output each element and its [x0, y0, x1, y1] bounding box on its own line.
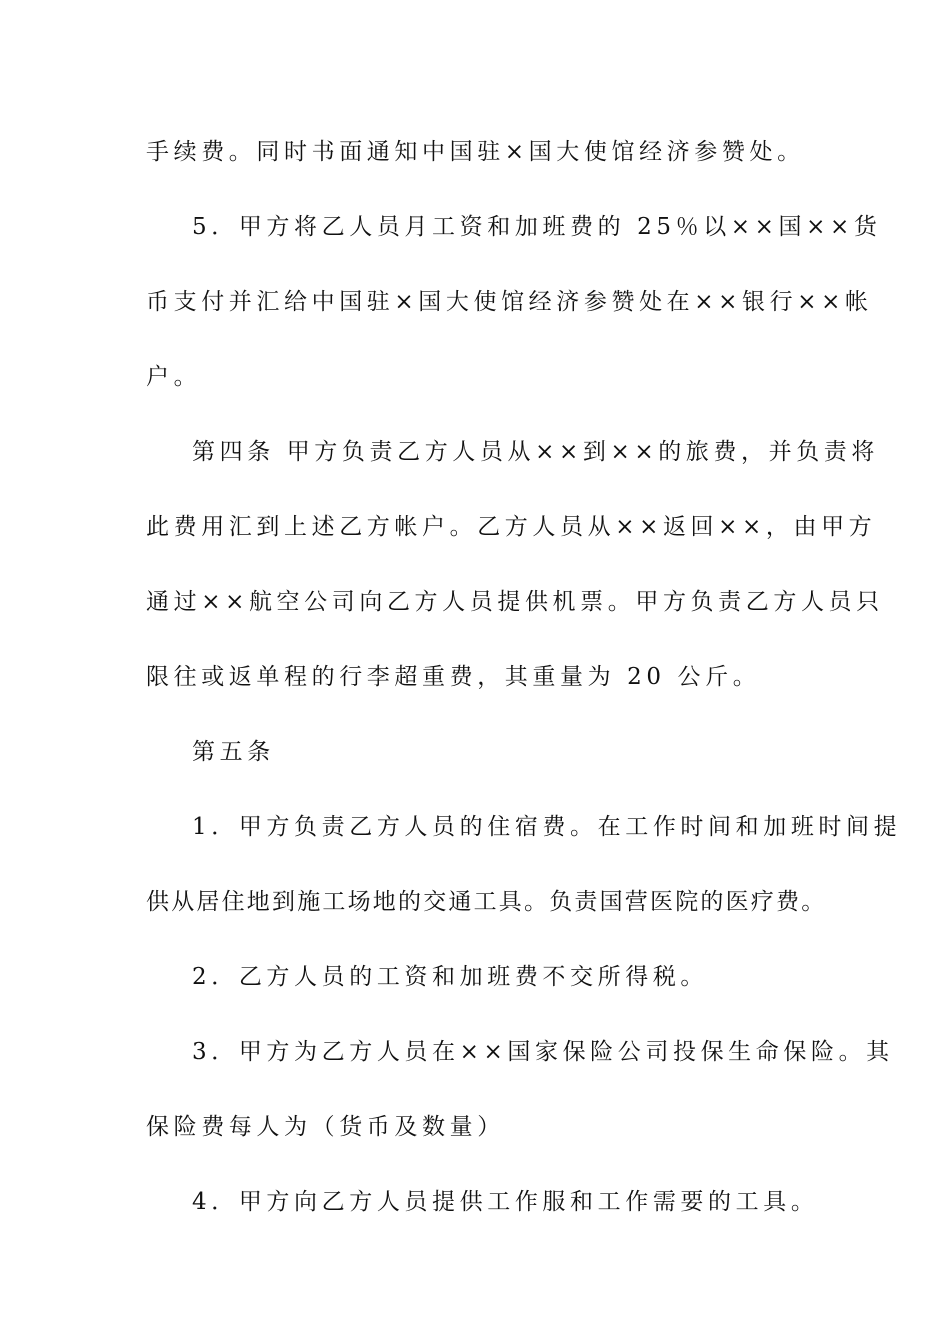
- text-line: 1．甲方负责乙方人员的住宿费。在工作时间和加班时间提: [192, 814, 902, 840]
- text-line: 供从居住地到施工场地的交通工具。负责国营医院的医疗费。: [146, 889, 827, 915]
- text-line: 2．乙方人员的工资和加班费不交所得税。: [192, 964, 709, 990]
- text-line: 手续费。同时书面通知中国驻×国大使馆经济参赞处。: [146, 139, 805, 165]
- text-line: 第四条 甲方负责乙方人员从××到××的旅费，并负责将: [192, 439, 879, 465]
- text-line: 限往或返单程的行李超重费，其重量为 20 公斤。: [146, 664, 761, 690]
- text-line: 户。: [146, 364, 202, 390]
- text-line: 4．甲方向乙方人员提供工作服和工作需要的工具。: [192, 1189, 819, 1215]
- text-line: 币支付并汇给中国驻×国大使馆经济参赞处在××银行××帐: [146, 289, 873, 315]
- text-line: 3．甲方为乙方人员在××国家保险公司投保生命保险。其: [192, 1039, 894, 1065]
- text-line: 5．甲方将乙人员月工资和加班费的 25％以××国××货: [192, 214, 882, 240]
- text-line: 第五条: [192, 739, 275, 765]
- text-line: 此费用汇到上述乙方帐户。乙方人员从××返回××，由甲方: [146, 514, 877, 540]
- text-line: 通过××航空公司向乙方人员提供机票。甲方负责乙方人员只: [146, 589, 884, 615]
- text-line: 保险费每人为（货币及数量）: [146, 1114, 505, 1140]
